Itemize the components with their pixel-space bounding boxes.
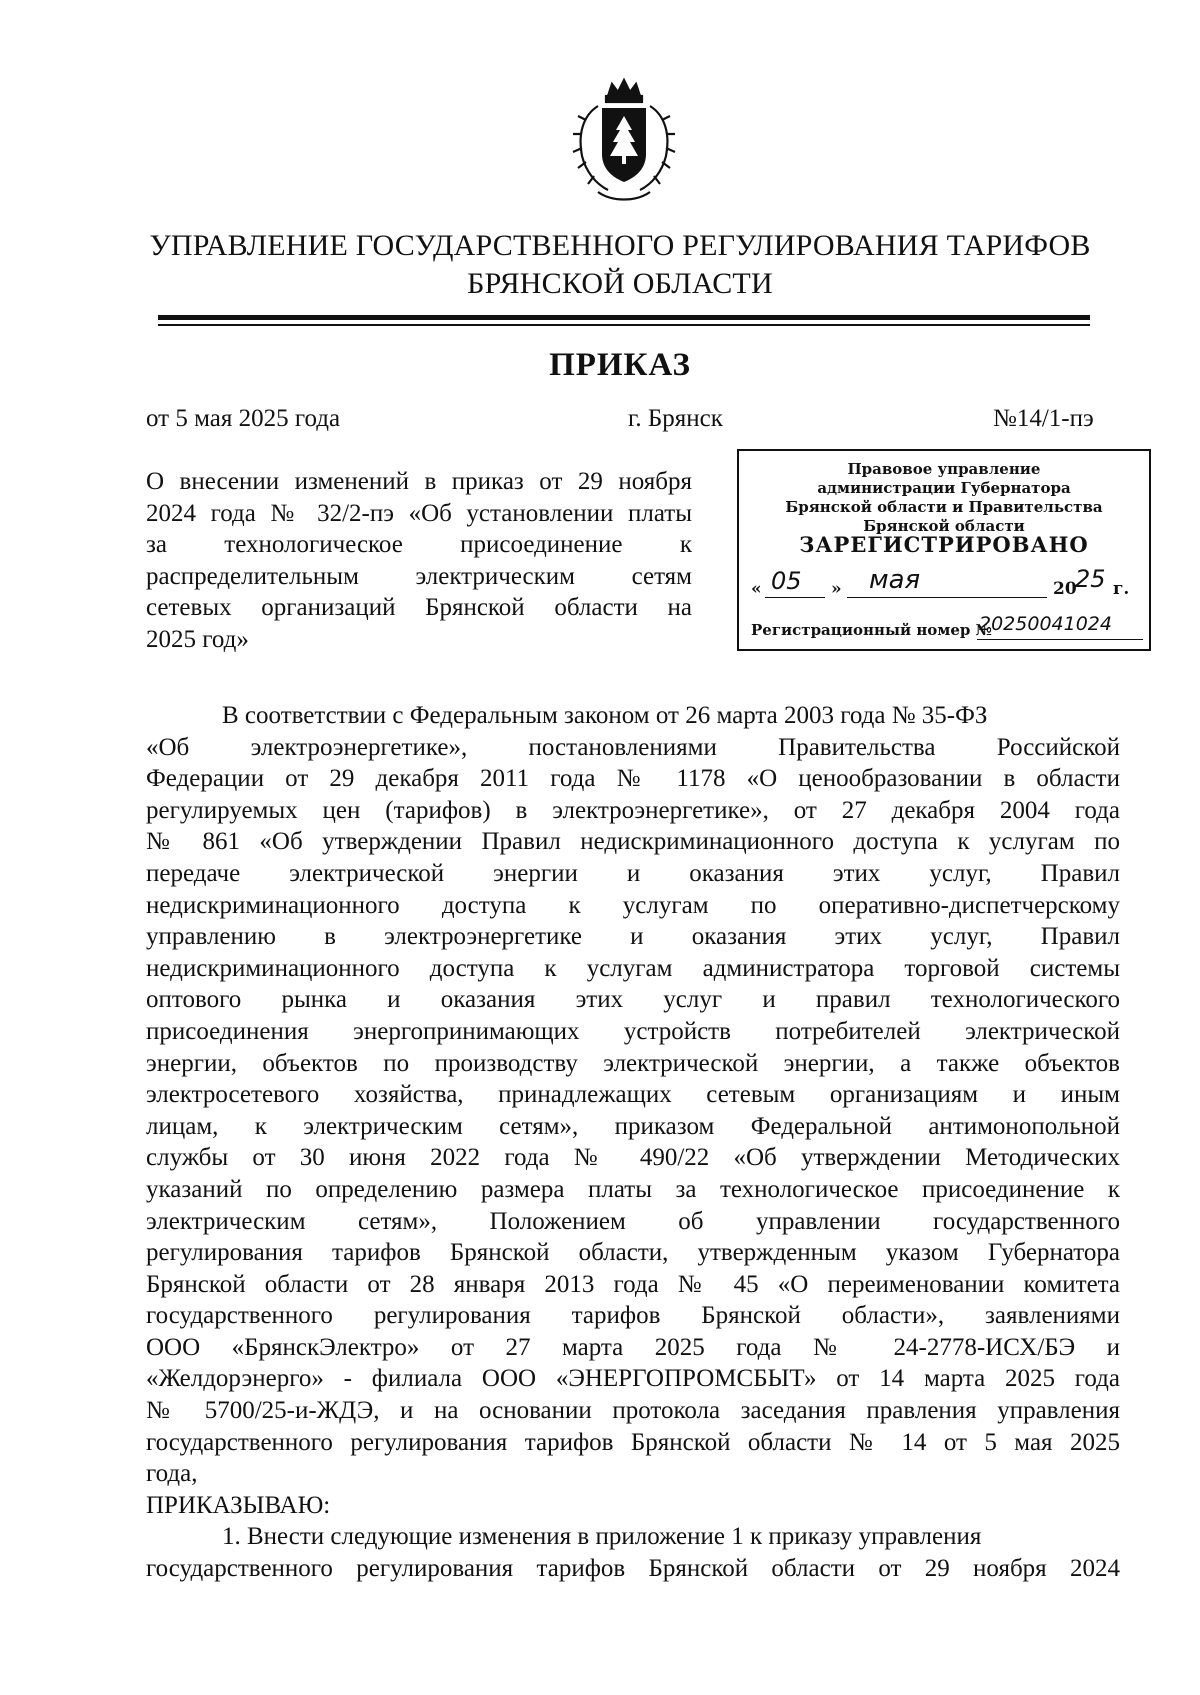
body-line: электросетевого хозяйства, принадлежащих сетевым организациям и иным — [146, 1081, 1120, 1109]
subject-line: 2024 года № 32/2-пэ «Об установлении платы — [146, 499, 692, 527]
order-body — [146, 700, 1120, 1585]
body-line: регулирования тарифов Брянской области, утвержденным указом Губернатора — [146, 1239, 1120, 1267]
stamp-year-suffix: г. — [1113, 579, 1130, 599]
stamp-registered-label: ЗАРЕГИСТРИРОВАНО — [799, 532, 1089, 557]
body-line: регулируемых цен (тарифов) в электроэнергетике», от 27 декабря 2004 года — [146, 796, 1120, 824]
organization-name-line2: БРЯНСКОЙ ОБЛАСТИ — [467, 267, 773, 300]
body-line: электрическим сетям», Положением об управлении государственного — [146, 1207, 1120, 1235]
stamp-reg-number-row — [751, 611, 1146, 641]
stamp-date-open-quote: « — [751, 579, 762, 599]
order-directive: ПРИКАЗЫВАЮ: — [146, 1491, 331, 1519]
subject-line: за технологическое присоединение к — [146, 531, 692, 558]
organization-name-line1: УПРАВЛЕНИЕ ГОСУДАРСТВЕННОГО РЕГУЛИРОВАНИЯ ТАРИФОВ — [149, 229, 1091, 262]
bryansk-coat-of-arms-emblem — [568, 76, 680, 206]
subject-line: распределительным электрическим сетям — [146, 562, 692, 590]
body-line: «Желдорэнерго» - филиала ООО «ЭНЕРГОПРОМСБЫТ» от 14 марта 2025 года — [146, 1365, 1120, 1393]
order-city: г. Брянск — [628, 405, 723, 432]
order-subject — [146, 466, 692, 655]
subject-line: сетевых организаций Брянской области на — [146, 594, 692, 621]
body-line: государственного регулирования тарифов Брянской области», заявлениями — [146, 1302, 1120, 1330]
body-line: «Об электроэнергетике», постановлениями Правительства Российской — [146, 733, 1120, 761]
body-line: лицам, к электрическим сетям», приказом Федеральной антимонопольной — [146, 1112, 1120, 1140]
body-line: Брянской области от 28 января 2013 года № 45 «О переименовании комитета — [146, 1270, 1120, 1298]
body-line: Федерации от 29 декабря 2011 года № 1178 «О ценообразовании в области — [146, 765, 1120, 793]
stamp-line: Правовое управление — [847, 460, 1041, 478]
body-line: В соответствии с Федеральным законом от 26 марта 2003 года № 35-ФЗ — [222, 702, 988, 729]
stamp-reg-number-label: Регистрационный номер № — [751, 621, 992, 639]
header-double-rule-thick — [158, 315, 1090, 320]
body-line: ООО «БрянскЭлектро» от 27 марта 2025 года № 24-2778-ИСХ/БЭ и — [146, 1333, 1120, 1361]
body-line: государственного регулирования тарифов Брянской области № 14 от 5 мая 2025 — [146, 1428, 1120, 1456]
body-line: государственного регулирования тарифов Брянской области от 29 ноября 2024 — [146, 1555, 1120, 1583]
stamp-date-row — [751, 565, 1141, 601]
order-number: №14/1-пэ — [993, 405, 1094, 432]
stamp-date-day: 05 — [771, 567, 802, 595]
order-date: от 5 мая 2025 года — [146, 405, 341, 432]
stamp-date-month: мая — [869, 565, 921, 595]
body-line: указаний по определению размера платы за технологическое присоединение к — [146, 1175, 1120, 1203]
body-line: передаче электрической энергии и оказания этих услуг, Правил — [146, 859, 1120, 887]
body-line: года, — [146, 1460, 198, 1488]
subject-line: 2025 год» — [146, 625, 249, 653]
stamp-date-year: 25 — [1075, 565, 1106, 593]
stamp-day-underline — [765, 597, 825, 598]
document-type-title: ПРИКАЗ — [549, 347, 691, 383]
body-line: недискриминационного доступа к услугам по оперативно-диспетчерскому — [146, 891, 1120, 919]
body-line: присоединения энергопринимающих устройств потребителей электрической — [146, 1017, 1120, 1045]
body-line: недискриминационного доступа к услугам администратора торговой системы — [146, 954, 1120, 982]
stamp-year-prefix: 20 — [1053, 579, 1077, 599]
stamp-date-close-quote: » — [831, 579, 842, 599]
header-double-rule-thin — [158, 324, 1090, 326]
body-line: 1. Внести следующие изменения в приложение 1 к приказу управления — [222, 1523, 982, 1551]
body-line: энергии, объектов по производству электрической энергии, а также объектов — [146, 1049, 1120, 1077]
stamp-reg-number-value: 20250041024 — [979, 613, 1112, 635]
body-line: управлению в электроэнергетике и оказания этих услуг, Правил — [146, 923, 1120, 951]
stamp-line: Брянской области — [863, 517, 1025, 535]
subject-line: О внесении изменений в приказ от 29 ноября — [146, 468, 692, 495]
stamp-month-underline — [847, 597, 1047, 598]
body-line: оптового рынка и оказания этих услуг и правил технологического — [146, 986, 1120, 1014]
stamp-line: Брянской области и Правительства — [785, 498, 1103, 516]
body-line: № 861 «Об утверждении Правил недискриминационного доступа к услугам по — [146, 828, 1120, 856]
registration-stamp — [737, 449, 1151, 651]
stamp-reg-number-underline — [977, 639, 1143, 640]
stamp-line: администрации Губернатора — [817, 479, 1071, 497]
body-line: № 5700/25-и-ЖДЭ, и на основании протокола заседания правления управления — [146, 1397, 1120, 1425]
body-line: службы от 30 июня 2022 года № 490/22 «Об утверждении Методических — [146, 1144, 1120, 1172]
